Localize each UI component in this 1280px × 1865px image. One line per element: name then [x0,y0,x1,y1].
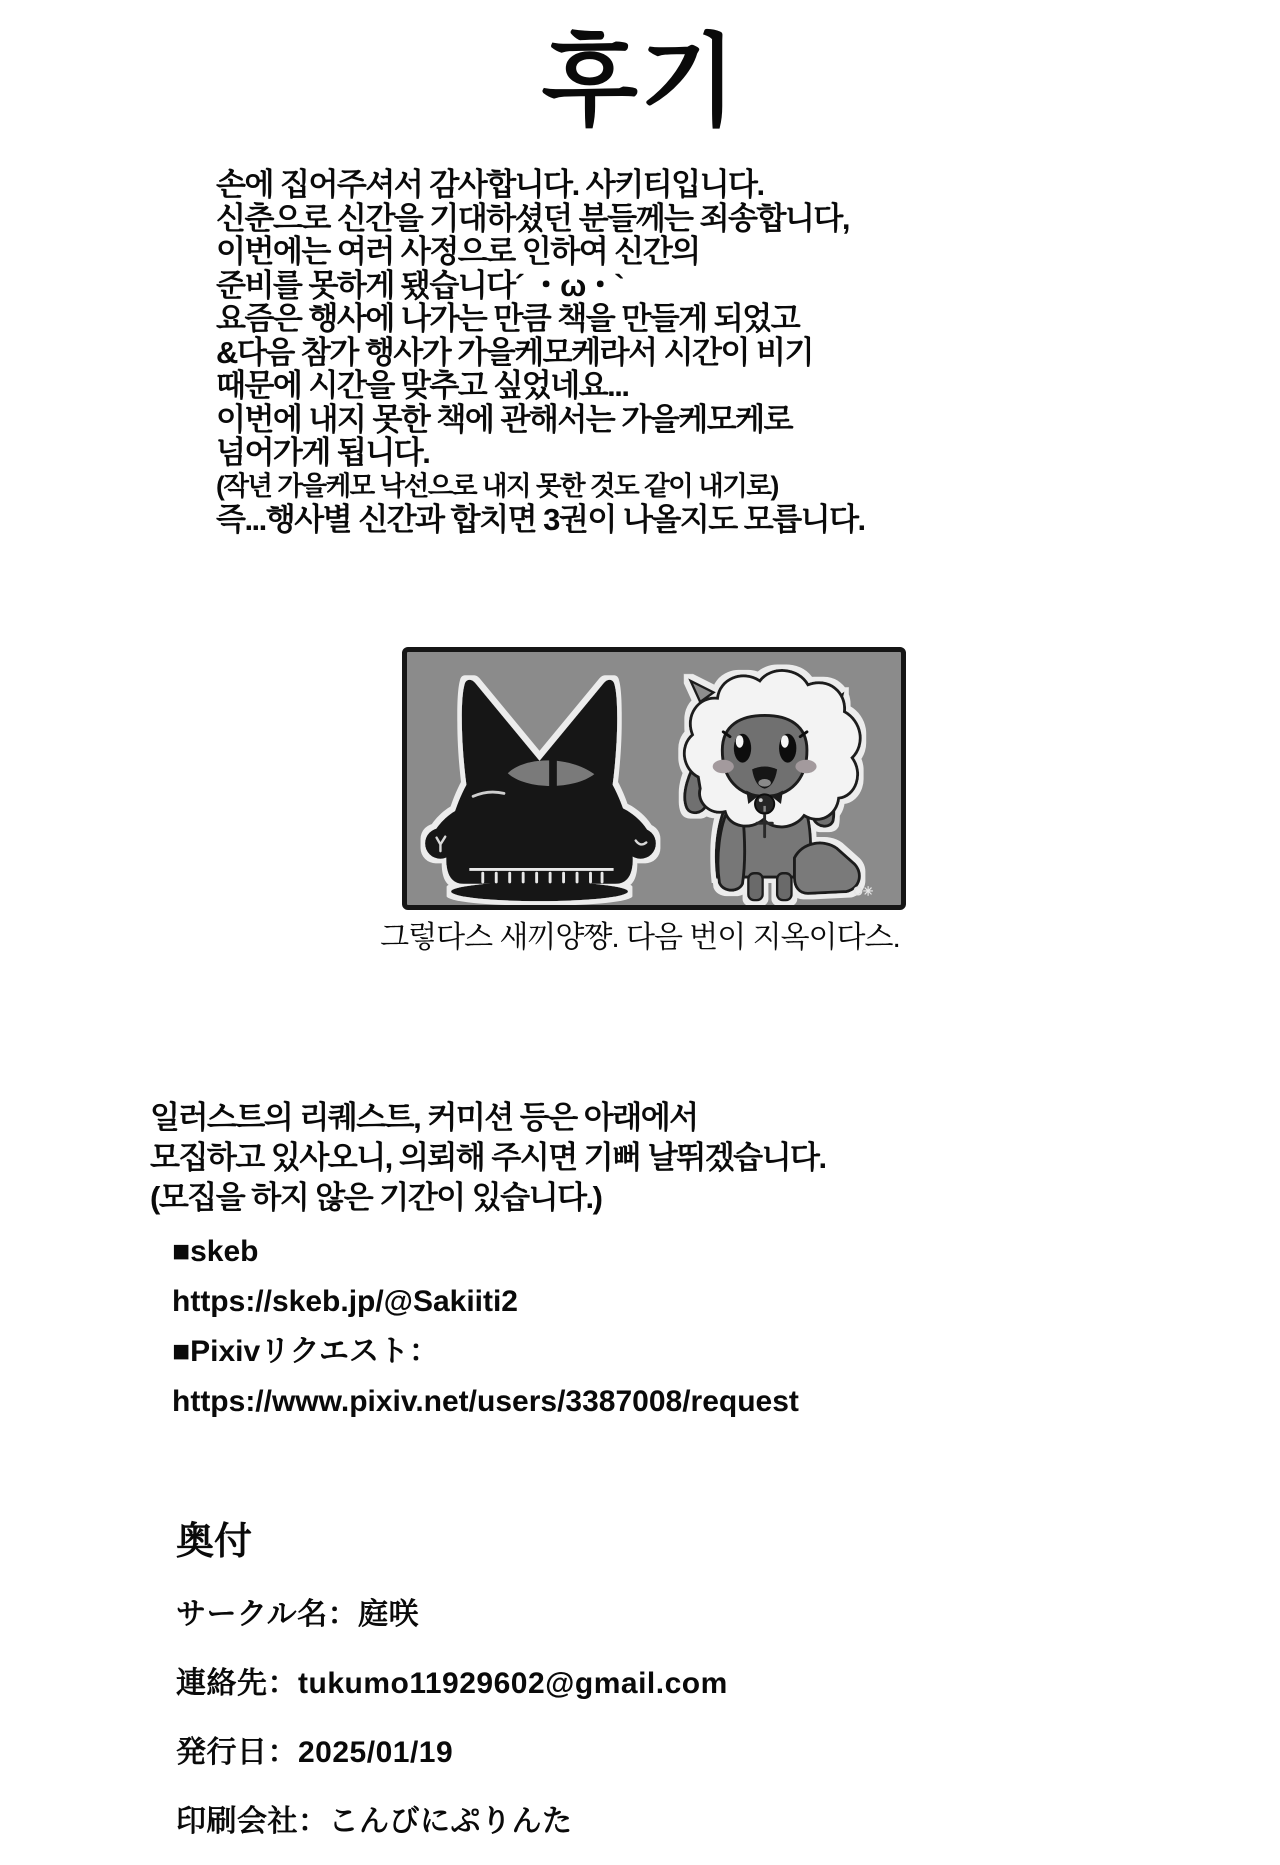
colophon-circle-name: サークル名：庭咲 [176,1598,420,1631]
afterword-line: 준비를 못하게 됐습니다´ ・ω・` [216,267,624,303]
colophon-printer: 印刷会社：こんびにぷりんた [176,1805,573,1838]
pixiv-url: https://www.pixiv.net/users/3387008/request [172,1385,799,1418]
afterword-line: 즉...행사별 신간과 합치면 3권이 나올지도 모릅니다. [216,502,865,537]
afterword-line: (작년 가을케모 낙선으로 내지 못한 것도 같이 내기로) [216,470,778,501]
request-line: (모집을 하지 않은 기간이 있습니다.) [150,1180,602,1215]
artist-signature: O✳ [853,884,874,899]
afterword-paragraph [216,168,1116,537]
colophon-contact: 連絡先：tukumo11929602@gmail.com [176,1667,728,1700]
afterword-line: 이번에는 여러 사정으로 인하여 신간의 [216,234,700,269]
cat-and-sheep-illustration [407,652,901,905]
request-line: 모집하고 있사오니, 의뢰해 주시면 기뻐 날뛰겠습니다. [150,1140,826,1175]
colophon-publish-date: 発行日：2025/01/19 [176,1736,454,1769]
afterword-line: 신춘으로 신간을 기대하셨던 분들께는 죄송합니다, [216,200,849,236]
sheep-character [684,670,860,900]
afterword-line: 요즘은 행사에 나가는 만큼 책을 만들게 되었고 [216,301,800,336]
afterword-line: 이번에 내지 못한 책에 관해서는 가을케모케로 [216,401,793,437]
colophon [176,1510,1076,1865]
page-title: 후기 [541,26,739,138]
afterword-line: 손에 집어주셔서 감사합니다. 사키티입니다. [216,167,764,202]
illustration-panel [402,647,906,910]
afterword-line: 넘어가게 됩니다. [216,435,430,470]
skeb-url: https://skeb.jp/@Sakiiti2 [172,1285,518,1318]
skeb-heading: ■skeb [172,1235,259,1268]
afterword-line: 때문에 시간을 맞추고 싶었네요... [216,368,629,403]
colophon-heading: 奥付 [176,1521,253,1563]
illustration-caption: 그렇다스 새끼양쨩. 다음 번이 지옥이다스. [380,921,900,954]
request-info-paragraph [150,1098,1150,1422]
pixiv-heading: ■Pixivリクエスト： [172,1335,439,1368]
afterword-line: &다음 참가 행사가 가을케모케라서 시간이 비기 [216,334,813,370]
request-line: 일러스트의 리퀘스트, 커미션 등은 아래에서 [150,1100,698,1135]
black-cat-character [425,680,656,901]
